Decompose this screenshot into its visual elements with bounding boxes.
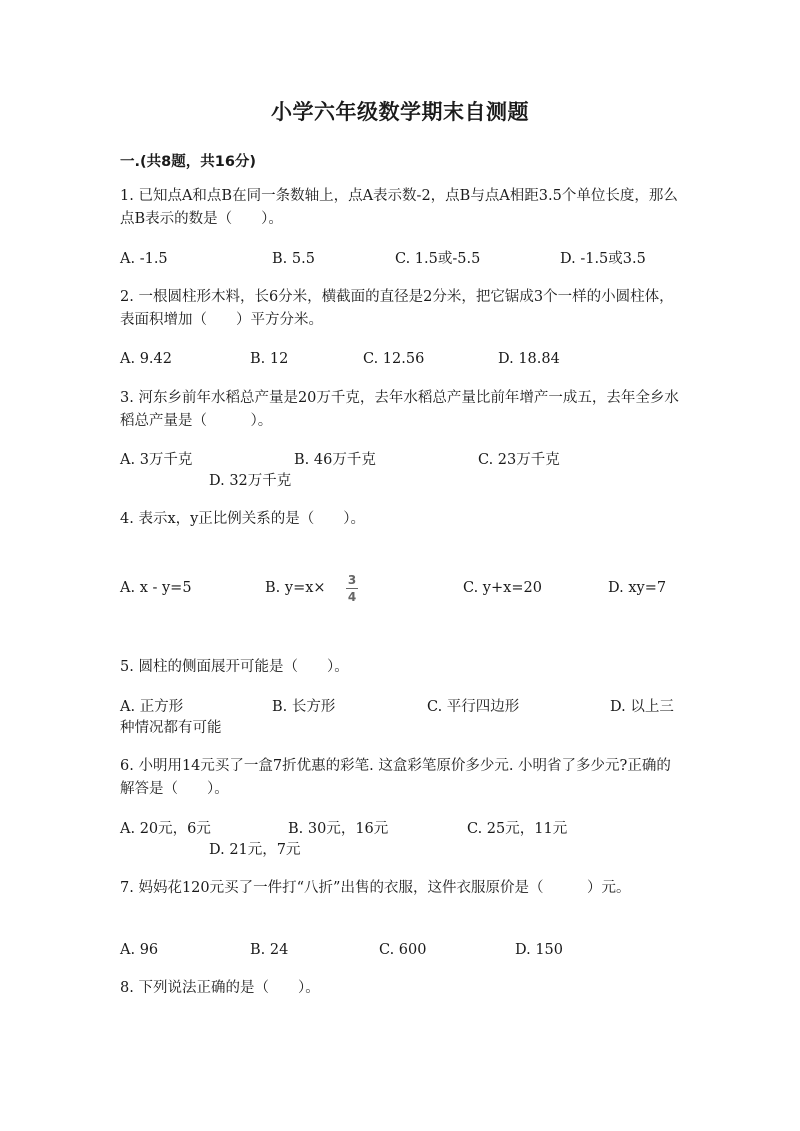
q3-option-b[interactable]: B. 46万千克 bbox=[294, 452, 376, 468]
q6-option-c[interactable]: C. 25元，11元 bbox=[467, 821, 568, 837]
q1-option-b[interactable]: B. 5.5 bbox=[272, 251, 315, 267]
q4-option-b[interactable]: B. y=x× bbox=[265, 580, 326, 596]
q2-option-a[interactable]: A. 9.42 bbox=[120, 351, 172, 367]
q6-option-a[interactable]: A. 20元，6元 bbox=[120, 821, 211, 837]
page-title: 小学六年级数学期末自测题 bbox=[271, 100, 529, 124]
q7-option-c[interactable]: C. 600 bbox=[379, 942, 427, 958]
q5-option-a[interactable]: A. 正方形 bbox=[120, 699, 184, 715]
q3-option-c[interactable]: C. 23万千克 bbox=[478, 452, 560, 468]
fraction-numerator: 3 bbox=[347, 573, 357, 587]
question-5: 5. 圆柱的侧面展开可能是（ ）。 bbox=[120, 659, 349, 675]
fraction-denominator: 4 bbox=[347, 590, 357, 604]
q1-option-c[interactable]: C. 1.5或-5.5 bbox=[395, 251, 481, 267]
q6-option-b[interactable]: B. 30元，16元 bbox=[288, 821, 389, 837]
q5-option-d-continued: 种情况都有可能 bbox=[120, 720, 222, 736]
q2-option-c[interactable]: C. 12.56 bbox=[363, 351, 425, 367]
q7-option-a[interactable]: A. 96 bbox=[120, 942, 159, 958]
fraction-bar bbox=[346, 588, 358, 589]
question-1: 1. 已知点A和点B在同一条数轴上，点A表示数-2，点B与点A相距3.5个单位长度，那么点B表示的数是（ ）。 bbox=[120, 188, 678, 227]
q2-option-d[interactable]: D. 18.84 bbox=[498, 351, 560, 367]
q2-option-b[interactable]: B. 12 bbox=[250, 351, 289, 367]
q5-option-c[interactable]: C. 平行四边形 bbox=[427, 699, 520, 715]
q4-option-a[interactable]: A. x - y=5 bbox=[120, 580, 192, 596]
question-2: 2. 一根圆柱形木料，长6分米，横截面的直径是2分米，把它锯成3个一样的小圆柱体，表面积增加（ ）平方分米。 bbox=[120, 289, 674, 328]
section-heading: 一.(共8题，共16分) bbox=[120, 154, 257, 170]
q1-option-d[interactable]: D. -1.5或3.5 bbox=[560, 251, 646, 267]
q5-option-b[interactable]: B. 长方形 bbox=[272, 699, 336, 715]
q3-option-a[interactable]: A. 3万千克 bbox=[120, 452, 193, 468]
q7-option-b[interactable]: B. 24 bbox=[250, 942, 289, 958]
q4-option-c[interactable]: C. y+x=20 bbox=[463, 580, 542, 596]
q5-option-d[interactable]: D. 以上三 bbox=[610, 699, 674, 715]
q6-option-d[interactable]: D. 21元，7元 bbox=[209, 842, 301, 858]
fraction-three-quarters bbox=[344, 573, 360, 604]
question-8: 8. 下列说法正确的是（ ）。 bbox=[120, 980, 320, 996]
question-4: 4. 表示x，y正比例关系的是（ ）。 bbox=[120, 511, 366, 527]
q7-option-d[interactable]: D. 150 bbox=[515, 942, 564, 958]
question-3: 3. 河东乡前年水稻总产量是20万千克，去年水稻总产量比前年增产一成五，去年全乡水稻总产量是（ ）。 bbox=[120, 390, 679, 429]
q1-option-a[interactable]: A. -1.5 bbox=[120, 251, 168, 267]
q3-option-d[interactable]: D. 32万千克 bbox=[209, 473, 292, 489]
q4-option-d[interactable]: D. xy=7 bbox=[608, 580, 667, 596]
question-6: 6. 小明用14元买了一盒7折优惠的彩笔. 这盒彩笔原价多少元. 小明省了多少元?正确的解答是（ ）。 bbox=[120, 758, 671, 797]
question-7: 7. 妈妈花120元买了一件打“八折”出售的衣服，这件衣服原价是（ ）元。 bbox=[120, 880, 631, 896]
